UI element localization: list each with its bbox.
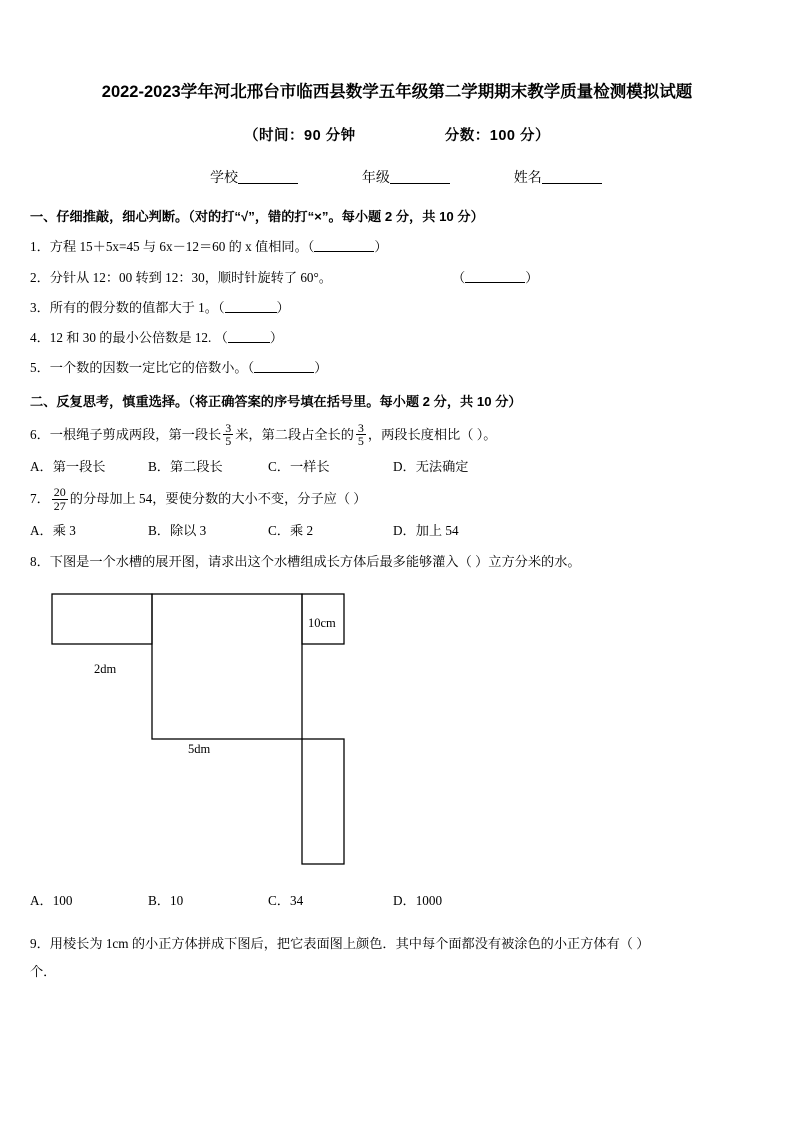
option-b[interactable]: B．10 (148, 892, 184, 908)
option-b[interactable]: B．除以 3 (148, 523, 207, 539)
question-2-blank[interactable] (465, 270, 525, 283)
fraction-numerator: 3 (225, 420, 232, 435)
fraction-numerator: 3 (357, 420, 364, 435)
school-label: 学校 (210, 169, 238, 185)
question-6-text-mid: 米，第二段占全长的 (235, 426, 354, 442)
question-1-blank[interactable] (314, 239, 374, 252)
question-2-number: 2． (30, 269, 50, 285)
option-d[interactable]: D．无法确定 (393, 458, 469, 474)
option-b[interactable]: B．第二段长 (148, 458, 223, 474)
option-a[interactable]: A．第一段长 (30, 458, 106, 474)
question-3-text: 所有的假分数的值都大于 1。（ (49, 299, 225, 315)
question-6 (30, 422, 746, 448)
question-1-number: 1． (30, 239, 50, 255)
question-2: 2．分针从 12：00 转到 12：30，顺时针旋转了 60°。 （ ） (30, 269, 539, 285)
fraction-denominator: 5 (225, 434, 232, 449)
question-3-blank[interactable] (225, 300, 277, 313)
question-5-blank[interactable] (254, 360, 314, 373)
option-c[interactable]: C．乘 2 (268, 523, 314, 539)
grade-label: 年级 (361, 169, 390, 185)
question-8-text: 下图是一个水槽的展开图，请求出这个水槽组成长方体后最多能够灌入（ ）立方分米的水。 (49, 553, 581, 569)
fraction-denominator: 5 (357, 434, 364, 449)
question-9 (30, 933, 746, 954)
question-7-fraction (52, 486, 68, 512)
school-blank[interactable] (238, 170, 298, 184)
question-6-fraction-1 (223, 422, 233, 448)
question-4-blank[interactable] (228, 330, 270, 343)
question-9-text: 用棱长为 1cm 的小正方体拼成下图后，把它表面图上颜色．其中每个面都没有被涂色的小正方体有（ ） (49, 936, 650, 952)
option-c[interactable]: C．一样长 (268, 458, 330, 474)
student-info-row (0, 167, 794, 187)
question-3-number: 3． (30, 299, 50, 315)
question-6-number: 6． (30, 426, 50, 442)
school-field (210, 167, 298, 187)
question-9-continued: 个． (30, 963, 57, 979)
question-7-options (30, 521, 746, 541)
question-4-text: 12 和 30 的最小公倍数是 12. （ (49, 329, 228, 345)
time-label: （时间：90 分钟 (244, 128, 356, 144)
question-1-text: 方程 15＋5x=45 与 6x－12＝60 的 x 值相同。（ (49, 239, 315, 255)
option-d[interactable]: D．加上 54 (393, 523, 459, 539)
grade-field (362, 167, 450, 187)
question-6-text-before: 一根绳子剪成两段，第一段长 (49, 426, 222, 442)
fraction-denominator: 27 (53, 498, 66, 513)
question-8-figure (30, 582, 746, 882)
question-6-fraction-2 (356, 422, 366, 448)
option-c[interactable]: C．34 (268, 892, 304, 908)
question-5: 5．一个数的因数一定比它的倍数小。（ ） (30, 359, 328, 375)
fraction-numerator: 20 (53, 485, 66, 500)
question-3: 3．所有的假分数的值都大于 1。（ ） (30, 299, 290, 315)
question-9-number: 9． (30, 936, 50, 952)
question-2-text: 分针从 12：00 转到 12：30，顺时针旋转了 60°。 (49, 269, 332, 285)
question-8-number: 8． (30, 553, 50, 569)
name-blank[interactable] (542, 170, 602, 184)
figure-label-right: 10cm (308, 615, 336, 630)
name-field (514, 167, 602, 187)
question-5-text: 一个数的因数一定比它的倍数小。（ (49, 359, 255, 375)
section-heading-2: 二、反复思考，慎重选择。（将正确答案的序号填在括号里。每小题 2 分，共 10 分） (30, 394, 522, 410)
question-5-number: 5． (30, 359, 50, 375)
name-label: 姓名 (513, 169, 542, 185)
option-d[interactable]: D．1000 (393, 892, 443, 908)
question-6-text-after: ，两段长度相比（ ）。 (367, 426, 497, 442)
exam-content (0, 207, 794, 982)
option-a[interactable]: A．100 (30, 892, 73, 908)
question-8 (30, 551, 746, 572)
score-label: 分数：100 分） (444, 128, 550, 144)
exam-meta-row (0, 124, 794, 145)
question-6-options (30, 457, 746, 477)
question-8-options (30, 891, 746, 911)
figure-label-left: 2dm (94, 661, 117, 676)
figure-label-bottom: 5dm (188, 741, 211, 756)
option-a[interactable]: A．乘 3 (30, 523, 76, 539)
question-4: 4．12 和 30 的最小公倍数是 12. （ ） (30, 329, 283, 345)
water-tank-net-diagram (30, 582, 730, 882)
question-7 (30, 486, 746, 512)
page-title: 2022-2023学年河北邢台市临西县数学五年级第二学期期末教学质量检测模拟试题 (101, 83, 693, 101)
question-7-number: 7． (30, 491, 50, 507)
section-heading-1: 一、仔细推敲，细心判断。（对的打“√”，错的打“×”。每小题 2 分，共 10 分） (30, 209, 484, 224)
question-7-text: 的分母加上 54，要使分数的大小不变，分子应（ ） (69, 491, 367, 507)
grade-blank[interactable] (390, 170, 450, 184)
question-1: 1．方程 15＋5x=45 与 6x－12＝60 的 x 值相同。（ ） (30, 239, 388, 255)
question-4-number: 4． (30, 329, 50, 345)
